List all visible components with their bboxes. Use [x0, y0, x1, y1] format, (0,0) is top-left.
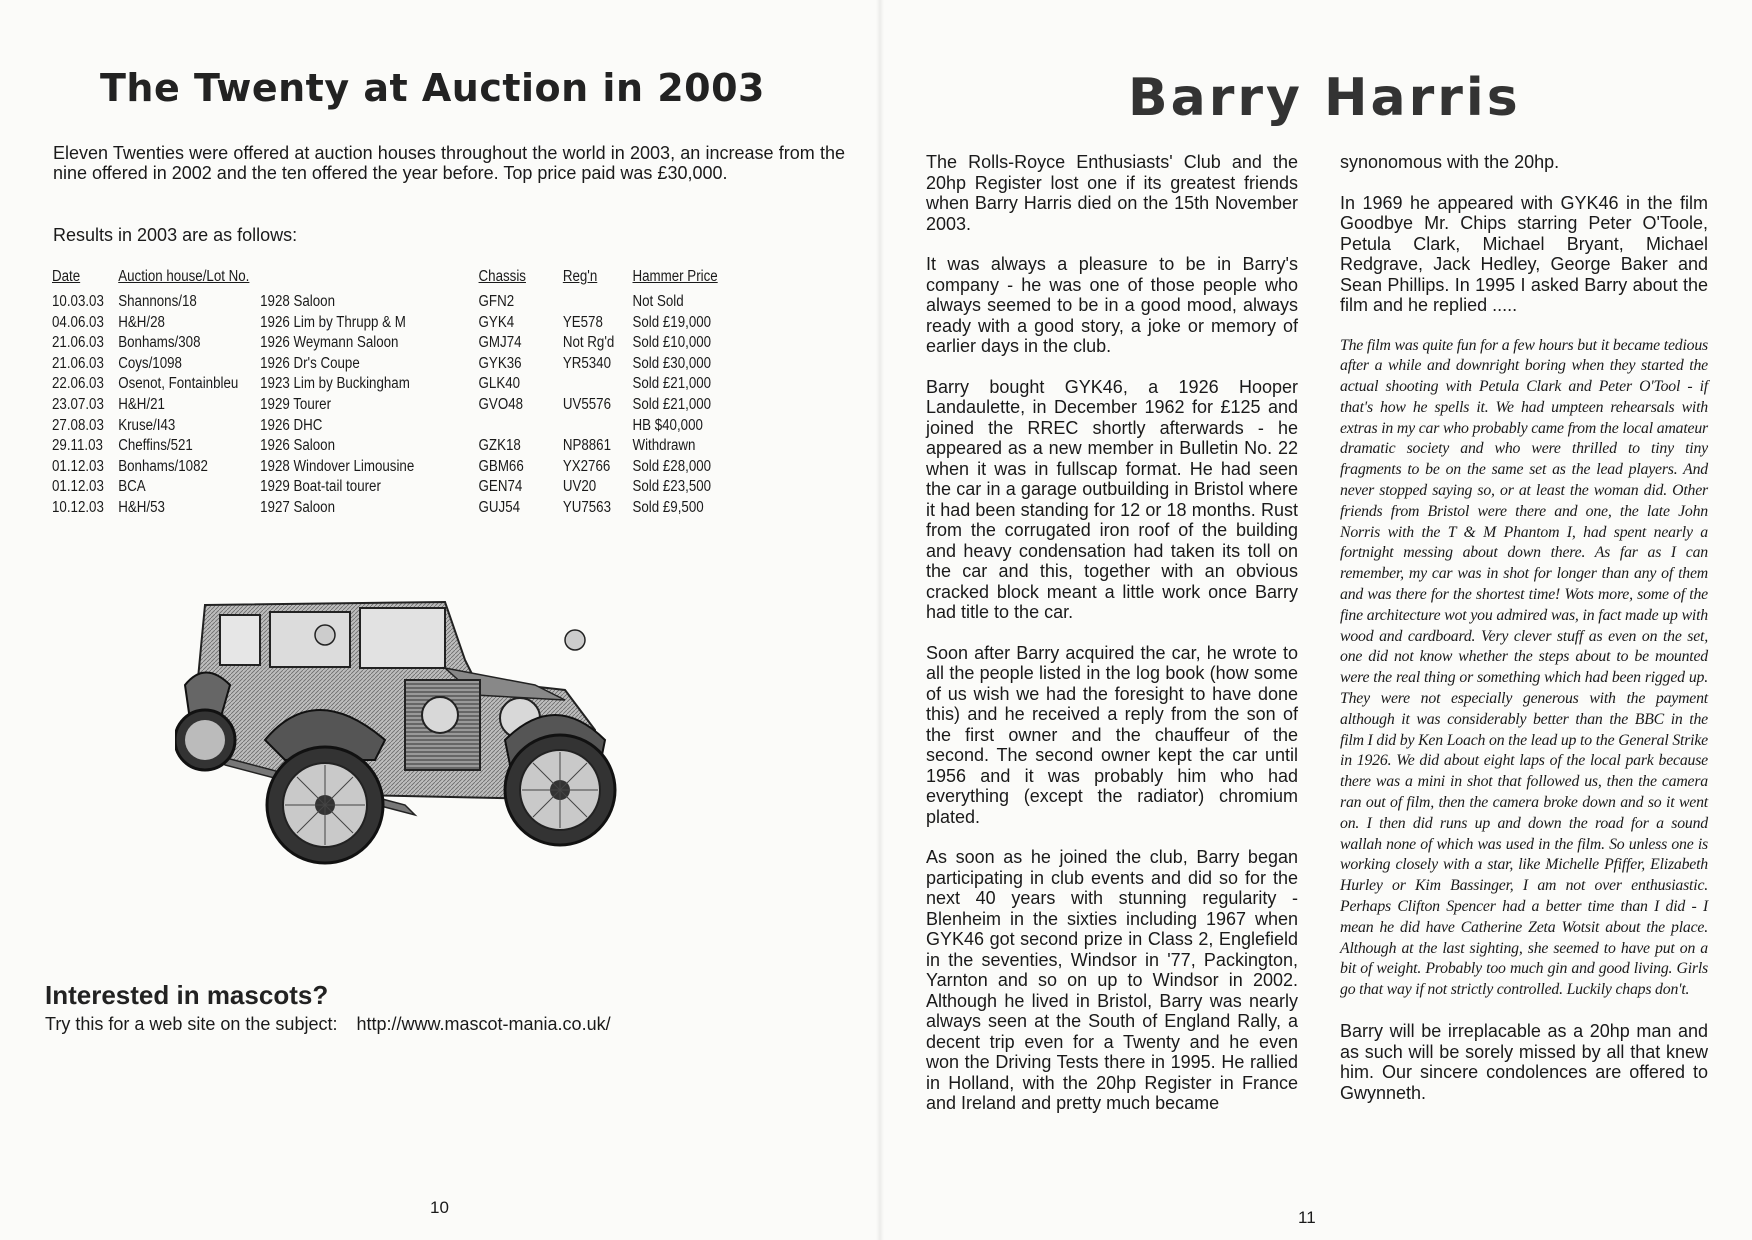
auction-house-cell: Osenot, Fontainbleu	[118, 375, 239, 393]
date-cell: 29.11.03	[52, 437, 103, 455]
auction-house-cell: Coys/1098	[118, 354, 182, 372]
header-chassis: Chassis	[478, 268, 526, 285]
table-body	[52, 293, 809, 520]
auction-house-cell: Bonhams/1082	[118, 457, 208, 475]
chassis-cell: GFN2	[478, 293, 515, 310]
car-cell: 1927 Saloon	[260, 498, 335, 516]
date-cell: 01.12.03	[52, 457, 104, 475]
closing-paragraph: Barry will be irreplacable as a 20hp man and as such will be sorely missed by all that knew him. Our sincere condolences are offered to Gwynneth.	[1340, 1021, 1708, 1103]
car-cell: 1926 Lim by Thrupp & M	[260, 313, 406, 331]
auction-house-cell: Kruse/I43	[118, 416, 176, 434]
regn-cell: YX2766	[562, 457, 611, 475]
date-cell: 27.08.03	[52, 416, 104, 434]
auction-results-table	[52, 268, 809, 520]
article-column-1	[926, 152, 1298, 1134]
car-cell: 1926 DHC	[260, 416, 323, 434]
price-cell: Sold £9,500	[632, 498, 704, 516]
date-cell: 22.06.03	[52, 375, 104, 393]
price-cell: Withdrawn	[632, 437, 696, 455]
right-page	[880, 0, 1752, 1240]
article-paragraph: It was always a pleasure to be in Barry's company - he was one of those people who always seemed to be in a good mood, always ready with a good story, a joke or memory of earlier days in the club.	[926, 254, 1298, 356]
chassis-cell: GYK4	[478, 313, 515, 331]
price-cell: Sold £10,000	[632, 334, 712, 352]
vintage-car-image	[175, 590, 695, 920]
date-cell: 10.03.03	[52, 293, 104, 310]
table-row	[52, 355, 809, 376]
auction-house-cell: Shannons/18	[118, 293, 197, 310]
chassis-cell: GYK36	[478, 354, 522, 372]
price-cell: Sold £28,000	[632, 457, 712, 475]
auction-house-cell: BCA	[118, 478, 146, 496]
header-regn: Reg'n	[562, 268, 598, 285]
table-row	[52, 293, 809, 314]
car-cell: 1929 Tourer	[260, 395, 332, 413]
header-auction-house: Auction house/Lot No.	[118, 268, 250, 285]
chassis-cell: GUJ54	[478, 498, 521, 516]
date-cell: 21.06.03	[52, 334, 104, 352]
table-row	[52, 396, 809, 417]
page-number-left: 10	[430, 1198, 449, 1217]
car-cell: 1928 Saloon	[260, 293, 335, 310]
table-row	[52, 478, 809, 499]
car-cell: 1926 Saloon	[260, 437, 335, 455]
auction-intro: Eleven Twenties were offered at auction houses throughout the world in 2003, an increase from the nine offered in 2002 and the ten offered the year before. Top price paid was £30,000.	[53, 143, 845, 183]
auction-house-cell: H&H/53	[118, 498, 165, 516]
price-cell: Sold £23,500	[632, 478, 712, 496]
price-cell: HB $40,000	[632, 416, 703, 434]
table-row	[52, 375, 809, 396]
date-cell: 21.06.03	[52, 354, 104, 372]
chassis-cell: GVO48	[478, 395, 524, 413]
price-cell: Not Sold	[632, 293, 684, 310]
car-cell: 1923 Lim by Buckingham	[260, 375, 410, 393]
mascots-line	[45, 1014, 611, 1035]
table-row	[52, 499, 809, 520]
table-header-row	[52, 268, 809, 293]
table-row	[52, 458, 809, 479]
chassis-cell: GZK18	[478, 437, 521, 455]
auction-house-cell: Cheffins/521	[118, 437, 193, 455]
date-cell: 04.06.03	[52, 313, 104, 331]
regn-cell: UV5576	[562, 395, 612, 413]
date-cell: 01.12.03	[52, 478, 104, 496]
regn-cell: Not Rg'd	[562, 334, 615, 352]
article-paragraph: Soon after Barry acquired the car, he wrote to all the people listed in the log book (how some of us wish we had the foresight to have done this) and he received a reply from the son of the first owner and the chauffeur of the second. The second owner kept the car until 1956 and it was probably him who had everything (except the radiator) chromium plated.	[926, 642, 1298, 827]
auction-house-cell: Bonhams/308	[118, 334, 201, 352]
price-cell: Sold £21,000	[632, 395, 712, 413]
price-cell: Sold £21,000	[632, 375, 712, 393]
regn-cell: YE578	[562, 313, 603, 331]
regn-cell: NP8861	[562, 437, 612, 455]
barry-quote: The film was quite fun for a few hours but it became tedious after a while and downright boring when they started the actual shooting with Petula Clark and Peter O'Tool - if that's how he spells it. We had umpteen rehearsals with extras in my car who probably came from the local amateur dramatic society and who were thrilled to tiny tiny fragments to be on the same set as the lead players. And never stopped saying so, or at least the woman did. Other friends from Bristol were there and one, the late John Norris with the T & M Phantom I, had spent nearly a fortnight messing about down there. As far as I can remember, my car was in shot for longer than any of them and was there for the shortest time! Wots more, some of the fine architecture wot you admired was, in fact made up with wood and cardboard. Very clever stuff as even on the set, one did not know whether the steps about to be mounted were the real thing or something which had been rigged up. They were not especially generous with the payment although it was considerably better than the BBC in the film I did by Ken Loach on the lead up to the General Strike in 1926. We did about eight laps of the local park because there was a mini in shot that followed us, then the camera ran out of film, then the camera broke down and so it went on. I then did runs up and down the road for a sound wallah none of which was used in the film. So unless one is working closely with a star, like Michelle Pfiffer, Elizabeth Hurley or Kim Bassinger, I am not over enthusiastic. Perhaps Clifton Spencer had a better time than I did - I mean he did have Catherine Zeta Wotsit about the place. Although at the last sighting, she seemed to have put on a bit of weight. Probably too much gin and good living. Girls go that way if not strictly controlled. Luckily chaps don't.	[1340, 336, 1708, 999]
left-page-title: The Twenty at Auction in 2003	[100, 66, 765, 110]
article-paragraph: As soon as he joined the club, Barry began participating in club events and did so for the next 40 years with stunning regularity - Blenheim in the sixties including 1967 when GYK46 got second prize in Class 2, Englefield in the seventies, Windsor in '77, Packington, Yarnton and so on up to Windsor in 2002. Although he lived in Bristol, Barry was nearly always seen at the South of England Rally, a decent trip even for a Twenty and he even won the Driving Tests there in 1995. He rallied in Holland, with the 20hp Register in France and Ireland and pretty much became	[926, 847, 1298, 1113]
table-row	[52, 437, 809, 458]
table-row	[52, 314, 809, 335]
article-paragraph: The Rolls-Royce Enthusiasts' Club and the 20hp Register lost one if its greatest friends when Barry Harris died on the 15th November 2003.	[926, 152, 1298, 234]
car-cell: 1928 Windover Limousine	[260, 457, 415, 475]
chassis-cell: GMJ74	[478, 334, 522, 352]
mascots-heading: Interested in mascots?	[45, 980, 329, 1010]
chassis-cell: GBM66	[478, 457, 524, 475]
regn-cell: YR5340	[562, 354, 612, 372]
car-cell: 1926 Weymann Saloon	[260, 334, 399, 352]
mascots-text: Try this for a web site on the subject:	[45, 1014, 338, 1034]
car-cell: 1929 Boat-tail tourer	[260, 478, 381, 496]
results-intro: Results in 2003 are as follows:	[53, 225, 298, 245]
header-hammer-price: Hammer Price	[632, 268, 718, 285]
header-date: Date	[52, 268, 81, 285]
chassis-cell: GEN74	[478, 478, 523, 496]
right-page-title: Barry Harris	[1128, 68, 1521, 128]
date-cell: 10.12.03	[52, 498, 104, 516]
page-number-right: 11	[1298, 1208, 1316, 1227]
article-paragraph: Barry bought GYK46, a 1926 Hooper Landaulette, in December 1962 for £125 and joined the RREC shortly afterwards - he appeared as a new member in Bulletin No. 22 when it was in fullscap format. He had seen the car in a garage outbuilding in Bristol where it had been standing for 12 or 18 months. Rust from the corrugated iron roof of the building and heavy condensation had taken its toll on the car and this, together with an obvious cracked block meant a little work once Barry had title to the car.	[926, 376, 1298, 622]
table-row	[52, 417, 809, 438]
car-cell: 1926 Dr's Coupe	[260, 354, 360, 372]
regn-cell: UV20	[562, 478, 597, 496]
article-paragraph: synonomous with the 20hp.	[1340, 152, 1560, 172]
price-cell: Sold £19,000	[632, 313, 712, 331]
article-paragraph: In 1969 he appeared with GYK46 in the film Goodbye Mr. Chips starring Peter O'Toole, Petula Clark, Michael Bryant, Michael Redgrave, Jack Hedley, George Baker and Sean Phillips. In 1995 I asked Barry about the film and he replied .....	[1340, 192, 1708, 315]
price-cell: Sold £30,000	[632, 354, 712, 372]
date-cell: 23.07.03	[52, 395, 104, 413]
table-row	[52, 334, 809, 355]
chassis-cell: GLK40	[478, 375, 521, 393]
auction-house-cell: H&H/21	[118, 395, 165, 413]
auction-house-cell: H&H/28	[118, 313, 165, 331]
article-column-2	[1340, 152, 1708, 1123]
mascot-website-link[interactable]: http://www.mascot-mania.co.uk/	[356, 1014, 611, 1034]
regn-cell: YU7563	[562, 498, 612, 516]
